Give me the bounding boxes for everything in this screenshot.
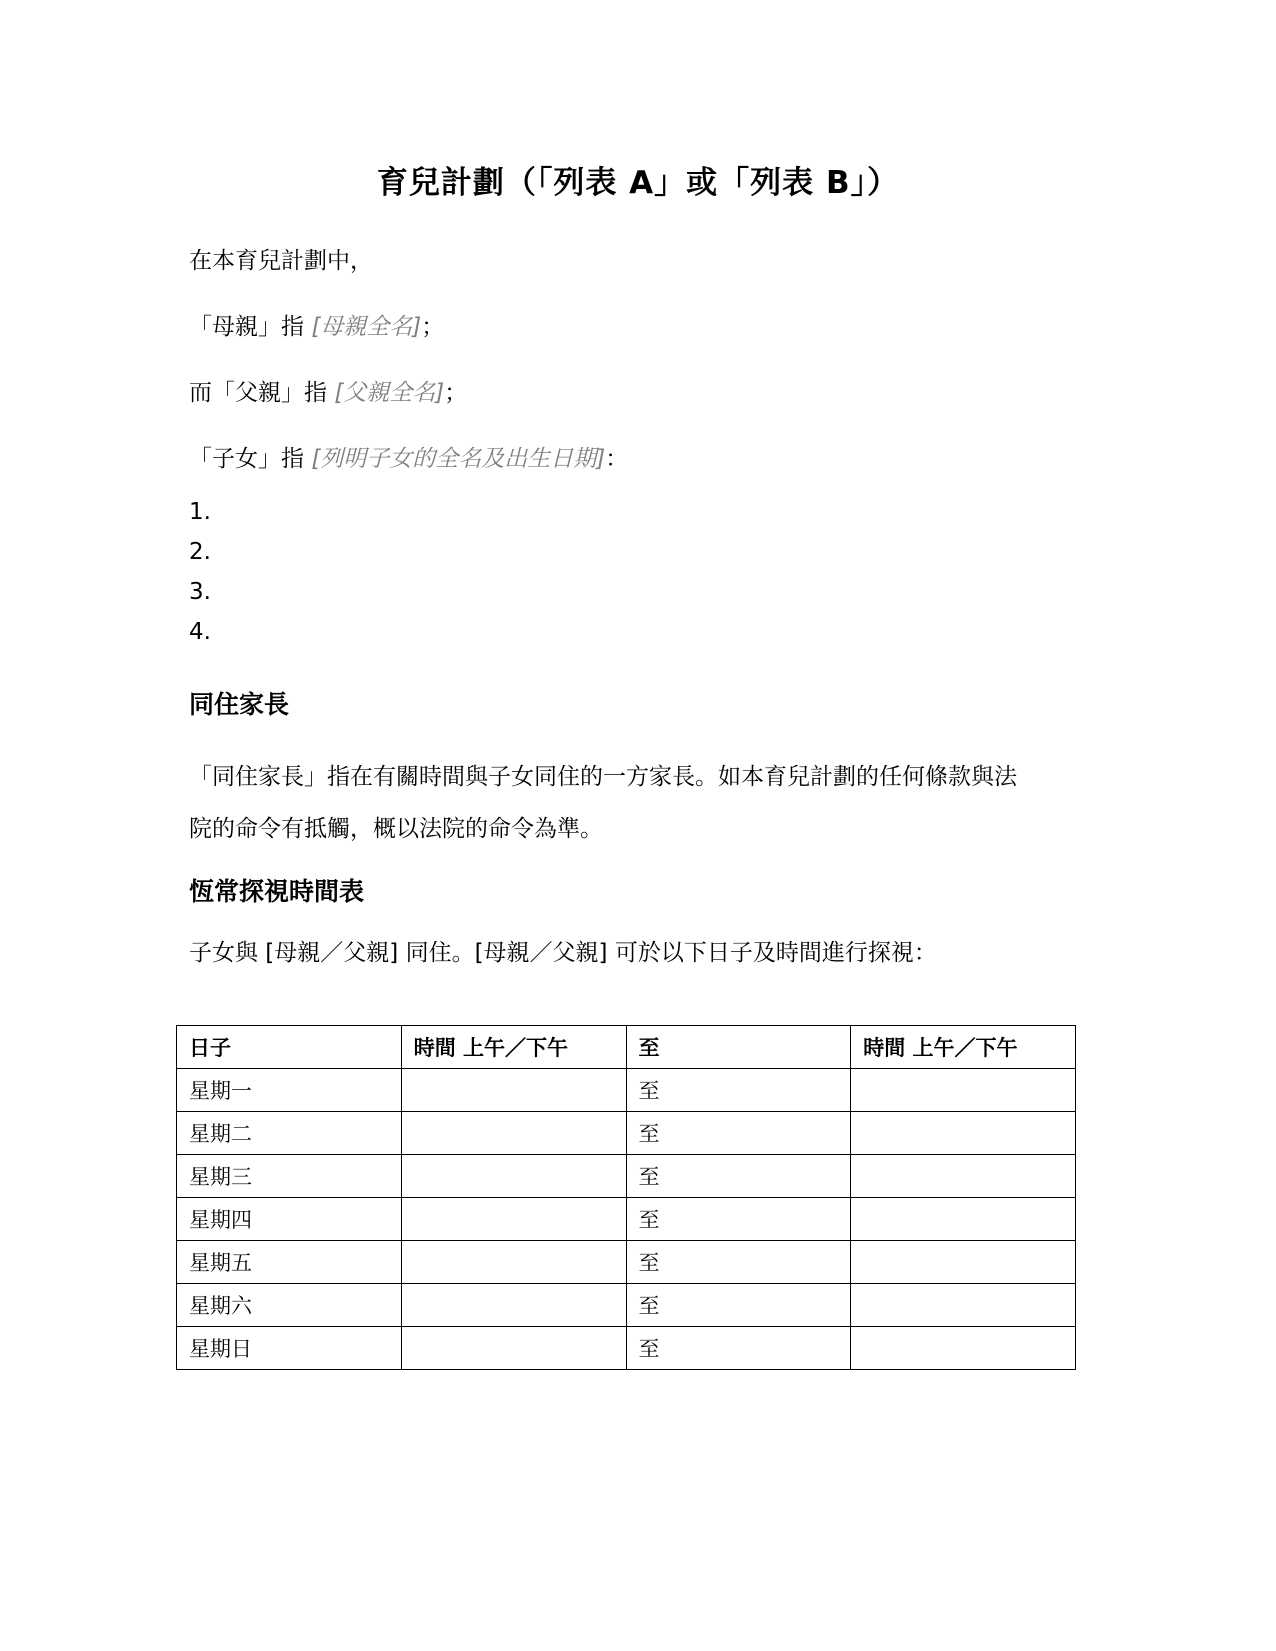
day-cell: 星期四 xyxy=(177,1198,402,1241)
section-heading-resident-parent: 同住家長 xyxy=(189,690,290,719)
header-to: 至 xyxy=(626,1026,851,1069)
header-time-from: 時間 上午／下午 xyxy=(401,1026,626,1069)
time-from-cell[interactable] xyxy=(401,1198,626,1241)
time-to-cell[interactable] xyxy=(851,1241,1076,1284)
table-row xyxy=(177,1198,1076,1241)
day-cell: 星期五 xyxy=(177,1241,402,1284)
table-row xyxy=(177,1327,1076,1370)
resident-parent-body-line2: 院的命令有抵觸，概以法院的命令為準。 xyxy=(189,816,603,842)
time-from-cell[interactable] xyxy=(401,1069,626,1112)
day-cell: 星期六 xyxy=(177,1284,402,1327)
mother-prefix: 「母親」指 xyxy=(189,314,312,340)
time-from-cell[interactable] xyxy=(401,1112,626,1155)
time-to-cell[interactable] xyxy=(851,1069,1076,1112)
children-definition xyxy=(189,444,628,474)
intro-text: 在本育兒計劃中， xyxy=(189,248,373,274)
to-cell: 至 xyxy=(626,1327,851,1370)
child-list-item: 2. xyxy=(189,539,211,565)
children-suffix: ： xyxy=(605,446,629,472)
father-definition xyxy=(189,378,467,408)
header-time-to: 時間 上午／下午 xyxy=(851,1026,1076,1069)
to-cell: 至 xyxy=(626,1284,851,1327)
day-cell: 星期三 xyxy=(177,1155,402,1198)
time-from-cell[interactable] xyxy=(401,1155,626,1198)
to-cell: 至 xyxy=(626,1069,851,1112)
time-to-cell[interactable] xyxy=(851,1327,1076,1370)
time-from-cell[interactable] xyxy=(401,1241,626,1284)
table-row xyxy=(177,1069,1076,1112)
time-from-cell[interactable] xyxy=(401,1327,626,1370)
child-list-item: 1. xyxy=(189,499,211,525)
resident-parent-body-line1: 「同住家長」指在有關時間與子女同住的一方家長。如本育兒計劃的任何條款與法 xyxy=(189,764,1017,790)
table-header-row xyxy=(177,1026,1076,1069)
table-row xyxy=(177,1155,1076,1198)
table-row xyxy=(177,1112,1076,1155)
father-prefix: 而「父親」指 xyxy=(189,380,335,406)
to-cell: 至 xyxy=(626,1198,851,1241)
time-to-cell[interactable] xyxy=(851,1284,1076,1327)
to-cell: 至 xyxy=(626,1155,851,1198)
day-cell: 星期二 xyxy=(177,1112,402,1155)
visit-schedule-body: 子女與 [母親／父親] 同住。[母親／父親] 可於以下日子及時間進行探視： xyxy=(189,940,937,966)
children-prefix: 「子女」指 xyxy=(189,446,312,472)
mother-name-placeholder: [母親全名] xyxy=(311,314,422,340)
day-cell: 星期日 xyxy=(177,1327,402,1370)
children-placeholder: [列明子女的全名及出生日期] xyxy=(311,446,606,472)
table-row xyxy=(177,1241,1076,1284)
time-to-cell[interactable] xyxy=(851,1155,1076,1198)
child-list-item: 4. xyxy=(189,619,211,645)
time-to-cell[interactable] xyxy=(851,1112,1076,1155)
page-title: 育兒計劃（「列表 A」或「列表 B」） xyxy=(376,165,900,201)
table-row xyxy=(177,1284,1076,1327)
time-from-cell[interactable] xyxy=(401,1284,626,1327)
day-cell: 星期一 xyxy=(177,1069,402,1112)
header-day: 日子 xyxy=(177,1026,402,1069)
time-to-cell[interactable] xyxy=(851,1198,1076,1241)
to-cell: 至 xyxy=(626,1112,851,1155)
visit-schedule-table xyxy=(176,1025,1076,1370)
to-cell: 至 xyxy=(626,1241,851,1284)
mother-definition xyxy=(189,312,444,342)
father-suffix: ； xyxy=(444,380,468,406)
father-name-placeholder: [父親全名] xyxy=(334,380,445,406)
section-heading-visit-schedule: 恆常探視時間表 xyxy=(189,877,365,906)
mother-suffix: ； xyxy=(421,314,445,340)
child-list-item: 3. xyxy=(189,579,211,605)
